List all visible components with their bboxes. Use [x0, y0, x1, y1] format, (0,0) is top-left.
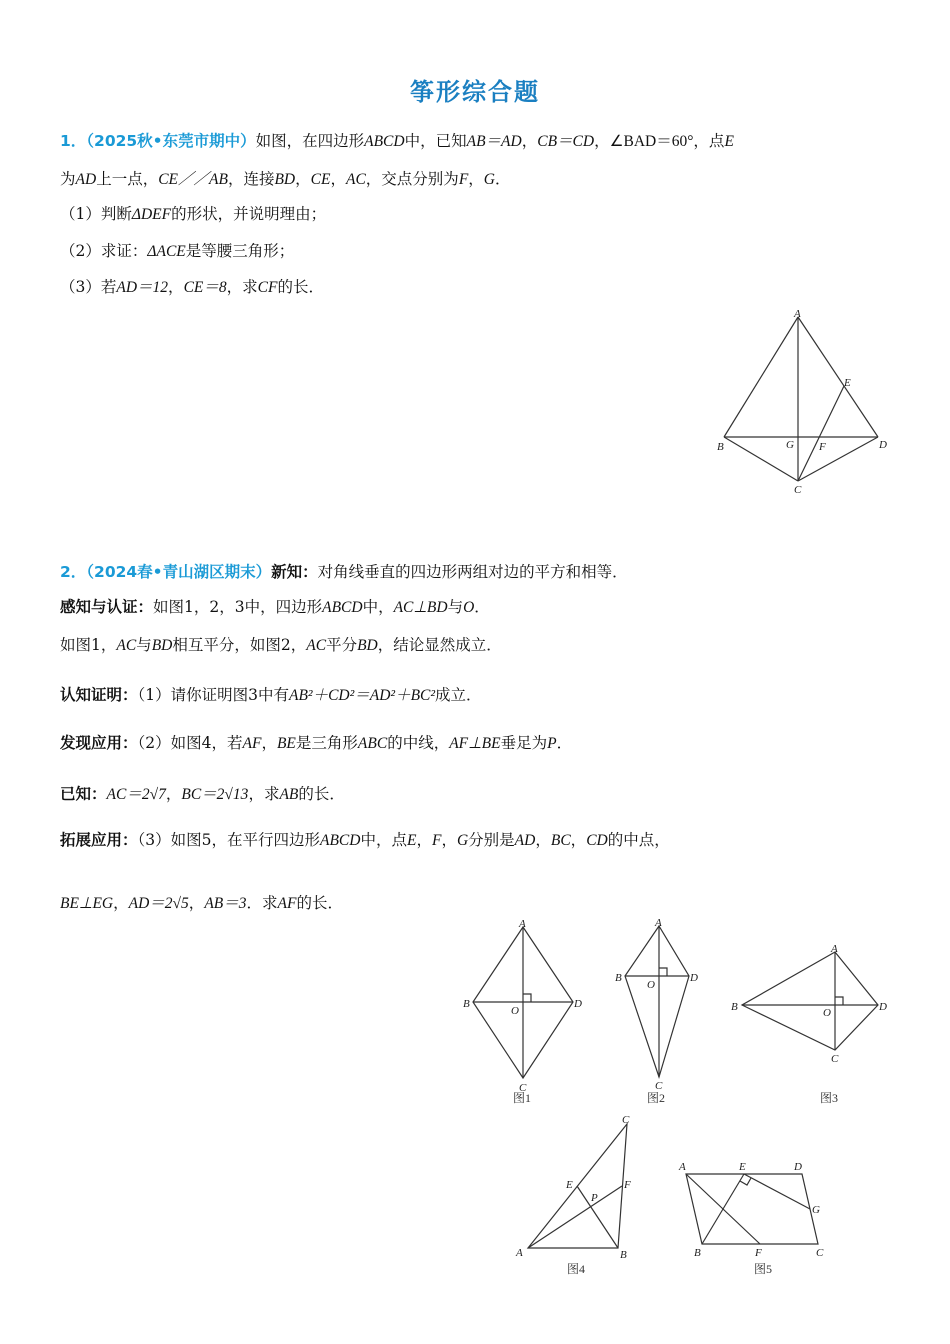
- math: AC⊥BD: [393, 599, 448, 616]
- label-e: E: [566, 1179, 573, 1191]
- q2-text: 的中线，: [387, 734, 450, 752]
- math: CE: [310, 171, 331, 188]
- q1-figure: [700, 305, 900, 500]
- label-f: F: [819, 441, 826, 453]
- right-angle-mark: [523, 994, 531, 1002]
- q2-text: 分别是: [468, 831, 515, 849]
- q1-text: ，交点分别为: [365, 170, 459, 188]
- q2-line-6: 已知：AC＝2√7，BC＝2√13，求AB的长．: [60, 785, 345, 803]
- math: CB＝CD: [537, 133, 595, 150]
- caption-fig2: 图2: [647, 1091, 666, 1105]
- label-b: B: [620, 1249, 627, 1261]
- q2-line-2: 感知与认证：如图1，2，3中，四边形ABCD中，AC⊥BD与O．: [60, 598, 490, 616]
- q2-text: （3）如图5，在平行四边形: [137, 831, 320, 849]
- label-c: C: [794, 484, 802, 496]
- math: E: [406, 832, 417, 849]
- math: BD: [151, 637, 173, 654]
- label-b: B: [731, 1001, 738, 1013]
- label-a: A: [519, 918, 526, 930]
- math: G: [483, 171, 495, 188]
- math: ABCD: [364, 133, 405, 150]
- q2-number: 2．: [60, 563, 87, 581]
- figure-4: [510, 1108, 650, 1280]
- right-angle-mark: [835, 997, 843, 1005]
- math: AD: [75, 171, 97, 188]
- q2-text: 成立．: [435, 686, 482, 704]
- label-d: D: [690, 972, 698, 984]
- q2-text: 如图1，2，3中，四边形: [153, 598, 323, 616]
- math: AF: [242, 735, 262, 752]
- label-b: B: [615, 972, 622, 984]
- label-e: E: [739, 1161, 746, 1173]
- math: ΔDEF: [131, 206, 172, 223]
- label-o: O: [647, 979, 655, 991]
- math: CD: [586, 832, 608, 849]
- math: CF: [257, 279, 278, 296]
- label-a: A: [794, 308, 801, 320]
- segment-af: [686, 1174, 760, 1244]
- q1-line-1: 1．（2025秋•东莞市期中）如图，在四边形ABCD中，已知AB＝AD，CB＝CD，∠BAD＝60°，点E: [60, 132, 734, 150]
- caption-fig3: 图3: [820, 1091, 839, 1105]
- segment-ce: [798, 386, 844, 481]
- math: BC: [550, 832, 571, 849]
- label-d: D: [879, 1001, 887, 1013]
- label-o: O: [823, 1007, 831, 1019]
- q2-line-4: [60, 684, 482, 707]
- q2-text: 的中点，: [607, 831, 670, 849]
- math: CE＝8: [183, 279, 227, 296]
- label-c: C: [816, 1247, 824, 1259]
- label-b: B: [463, 998, 470, 1010]
- figure-5: [672, 1150, 842, 1280]
- q2-bold: 新知：: [271, 563, 318, 581]
- parallelogram: [686, 1174, 818, 1244]
- q1-part-2: [60, 240, 294, 263]
- q1-line-2: 为AD上一点，CE／／AB，连接BD，CE，AC，交点分别为F，G．: [60, 170, 511, 188]
- label-g: G: [812, 1204, 820, 1216]
- label-p: P: [591, 1192, 598, 1204]
- q2-text: 的长．: [296, 894, 343, 912]
- math: CE／／AB: [158, 171, 228, 188]
- q2-text: ，求: [248, 785, 280, 803]
- math: BE: [276, 735, 296, 752]
- math: AD＝12: [116, 279, 169, 296]
- label-d: D: [794, 1161, 802, 1173]
- label-c: C: [655, 1080, 663, 1092]
- q2-text: （2）如图4，若: [137, 734, 243, 752]
- q2-bold: 发现应用：: [60, 734, 138, 752]
- label-f: F: [755, 1247, 762, 1259]
- q1-text: 的长．: [277, 278, 324, 296]
- q2-bold: 已知：: [60, 785, 107, 803]
- caption-fig1: 图1: [513, 1091, 532, 1105]
- figure-1: [455, 915, 595, 1110]
- segment-eg: [744, 1174, 810, 1209]
- label-a: A: [679, 1161, 686, 1173]
- math: AD＝2√5: [128, 895, 189, 912]
- q1-text: （3）若: [60, 278, 117, 296]
- math: AB＝AD: [466, 133, 522, 150]
- label-e: E: [844, 377, 851, 389]
- q2-text: 中，点: [360, 831, 407, 849]
- math: E: [724, 133, 734, 150]
- caption-fig4: 图4: [567, 1262, 586, 1276]
- q2-text: 平分: [326, 636, 358, 654]
- math: AF⊥BE: [449, 735, 501, 752]
- q2-line-8: BE⊥EG，AD＝2√5，AB＝3．求AF的长．: [60, 894, 343, 912]
- math: AB²＋CD²＝AD²＋BC²: [289, 687, 436, 704]
- math: ABCD: [322, 599, 363, 616]
- q2-line-5: 发现应用：（2）如图4，若AF，BE是三角形ABC的中线，AF⊥BE垂足为P．: [60, 734, 573, 752]
- q1-text: 中，已知: [404, 132, 467, 150]
- q1-text: （1）判断: [60, 205, 132, 223]
- q2-text: ．求: [246, 894, 278, 912]
- label-f: F: [624, 1179, 631, 1191]
- q1-text: ，求: [226, 278, 258, 296]
- math: AB: [279, 786, 299, 803]
- q1-part-3: （3）若AD＝12，CE＝8，求CF的长．: [60, 278, 324, 296]
- math: AF: [277, 895, 297, 912]
- math: AC: [345, 171, 366, 188]
- q1-source: （2025秋•东莞市期中）: [86, 132, 256, 150]
- math: BC＝2√13: [181, 786, 249, 803]
- math: BD: [357, 637, 378, 654]
- caption-fig5: 图5: [754, 1262, 773, 1276]
- q2-bold: 拓展应用：: [60, 831, 138, 849]
- math: ABCD: [320, 832, 361, 849]
- quadrilateral: [742, 952, 878, 1050]
- segment-ab: [724, 317, 798, 437]
- q1-text: 如图，在四边形: [255, 132, 365, 150]
- q1-text: （2）求证：: [60, 242, 148, 260]
- math: F: [458, 171, 469, 188]
- label-d: D: [879, 439, 887, 451]
- q2-text: ，结论显然成立．: [377, 636, 502, 654]
- label-d: D: [574, 998, 582, 1010]
- q2-source: （2024春•青山湖区期末）: [86, 563, 272, 581]
- label-c: C: [831, 1053, 839, 1065]
- label-o: O: [511, 1005, 519, 1017]
- label-b: B: [694, 1247, 701, 1259]
- math: P: [547, 735, 557, 752]
- q2-text: 与: [447, 598, 464, 616]
- q2-text: 如图1，: [60, 636, 117, 654]
- math: AC＝2√7: [106, 786, 166, 803]
- math: BD: [274, 171, 296, 188]
- quadrilateral: [625, 926, 689, 1077]
- right-angle-mark: [659, 968, 667, 976]
- q1-text: 上一点，: [96, 170, 159, 188]
- q2-line-3: [60, 634, 502, 657]
- q2-text: （1）请你证明图3中有: [137, 686, 289, 704]
- math: F: [431, 832, 442, 849]
- math: O: [463, 599, 475, 616]
- math: G: [456, 832, 469, 849]
- label-a: A: [655, 917, 662, 929]
- q2-bold: 感知与认证：: [60, 598, 154, 616]
- q1-text: 是等腰三角形；: [185, 242, 295, 260]
- math: AC: [306, 637, 327, 654]
- q2-bold: 认知证明：: [60, 686, 138, 704]
- figure-3: [720, 935, 900, 1110]
- label-c: C: [519, 1082, 527, 1094]
- label-a: A: [516, 1247, 523, 1259]
- segment-af: [528, 1186, 622, 1248]
- math: BE⊥EG: [60, 895, 114, 912]
- math: ΔACE: [147, 243, 186, 260]
- q1-text: 为: [60, 170, 76, 188]
- q1-part-1: [60, 203, 326, 226]
- q2-text: 中，: [362, 598, 394, 616]
- page-title: 筝形综合题: [410, 78, 540, 106]
- label-g: G: [786, 439, 794, 451]
- figure-2: [610, 912, 710, 1110]
- q2-text: 相互平分，如图2，: [172, 636, 307, 654]
- q1-text: 的形状，并说明理由；: [171, 205, 327, 223]
- math: AC: [116, 637, 137, 654]
- segment-cd: [798, 437, 878, 481]
- q1-number: 1．: [60, 132, 87, 150]
- q2-text: 对角线垂直的四边形两组对边的平方和相等．: [317, 563, 628, 581]
- math: AD: [514, 832, 536, 849]
- q2-text: 与: [136, 636, 152, 654]
- math: ∠BAD＝60°: [609, 133, 694, 150]
- q1-text: ，连接: [227, 170, 275, 188]
- q2-text: 是三角形: [295, 734, 358, 752]
- label-a: A: [831, 943, 838, 955]
- label-c: C: [622, 1114, 630, 1126]
- q2-text: 垂足为: [500, 734, 548, 752]
- q2-line-7: 拓展应用：（3）如图5，在平行四边形ABCD中，点E，F，G分别是AD，BC，CD的中点，: [60, 831, 670, 849]
- math: ABC: [357, 735, 388, 752]
- segment-ad: [798, 317, 878, 437]
- label-b: B: [717, 441, 724, 453]
- q1-text: ，点: [693, 132, 725, 150]
- q2-line-1: [60, 561, 628, 583]
- math: AB＝3: [204, 895, 247, 912]
- q2-text: 的长．: [298, 785, 345, 803]
